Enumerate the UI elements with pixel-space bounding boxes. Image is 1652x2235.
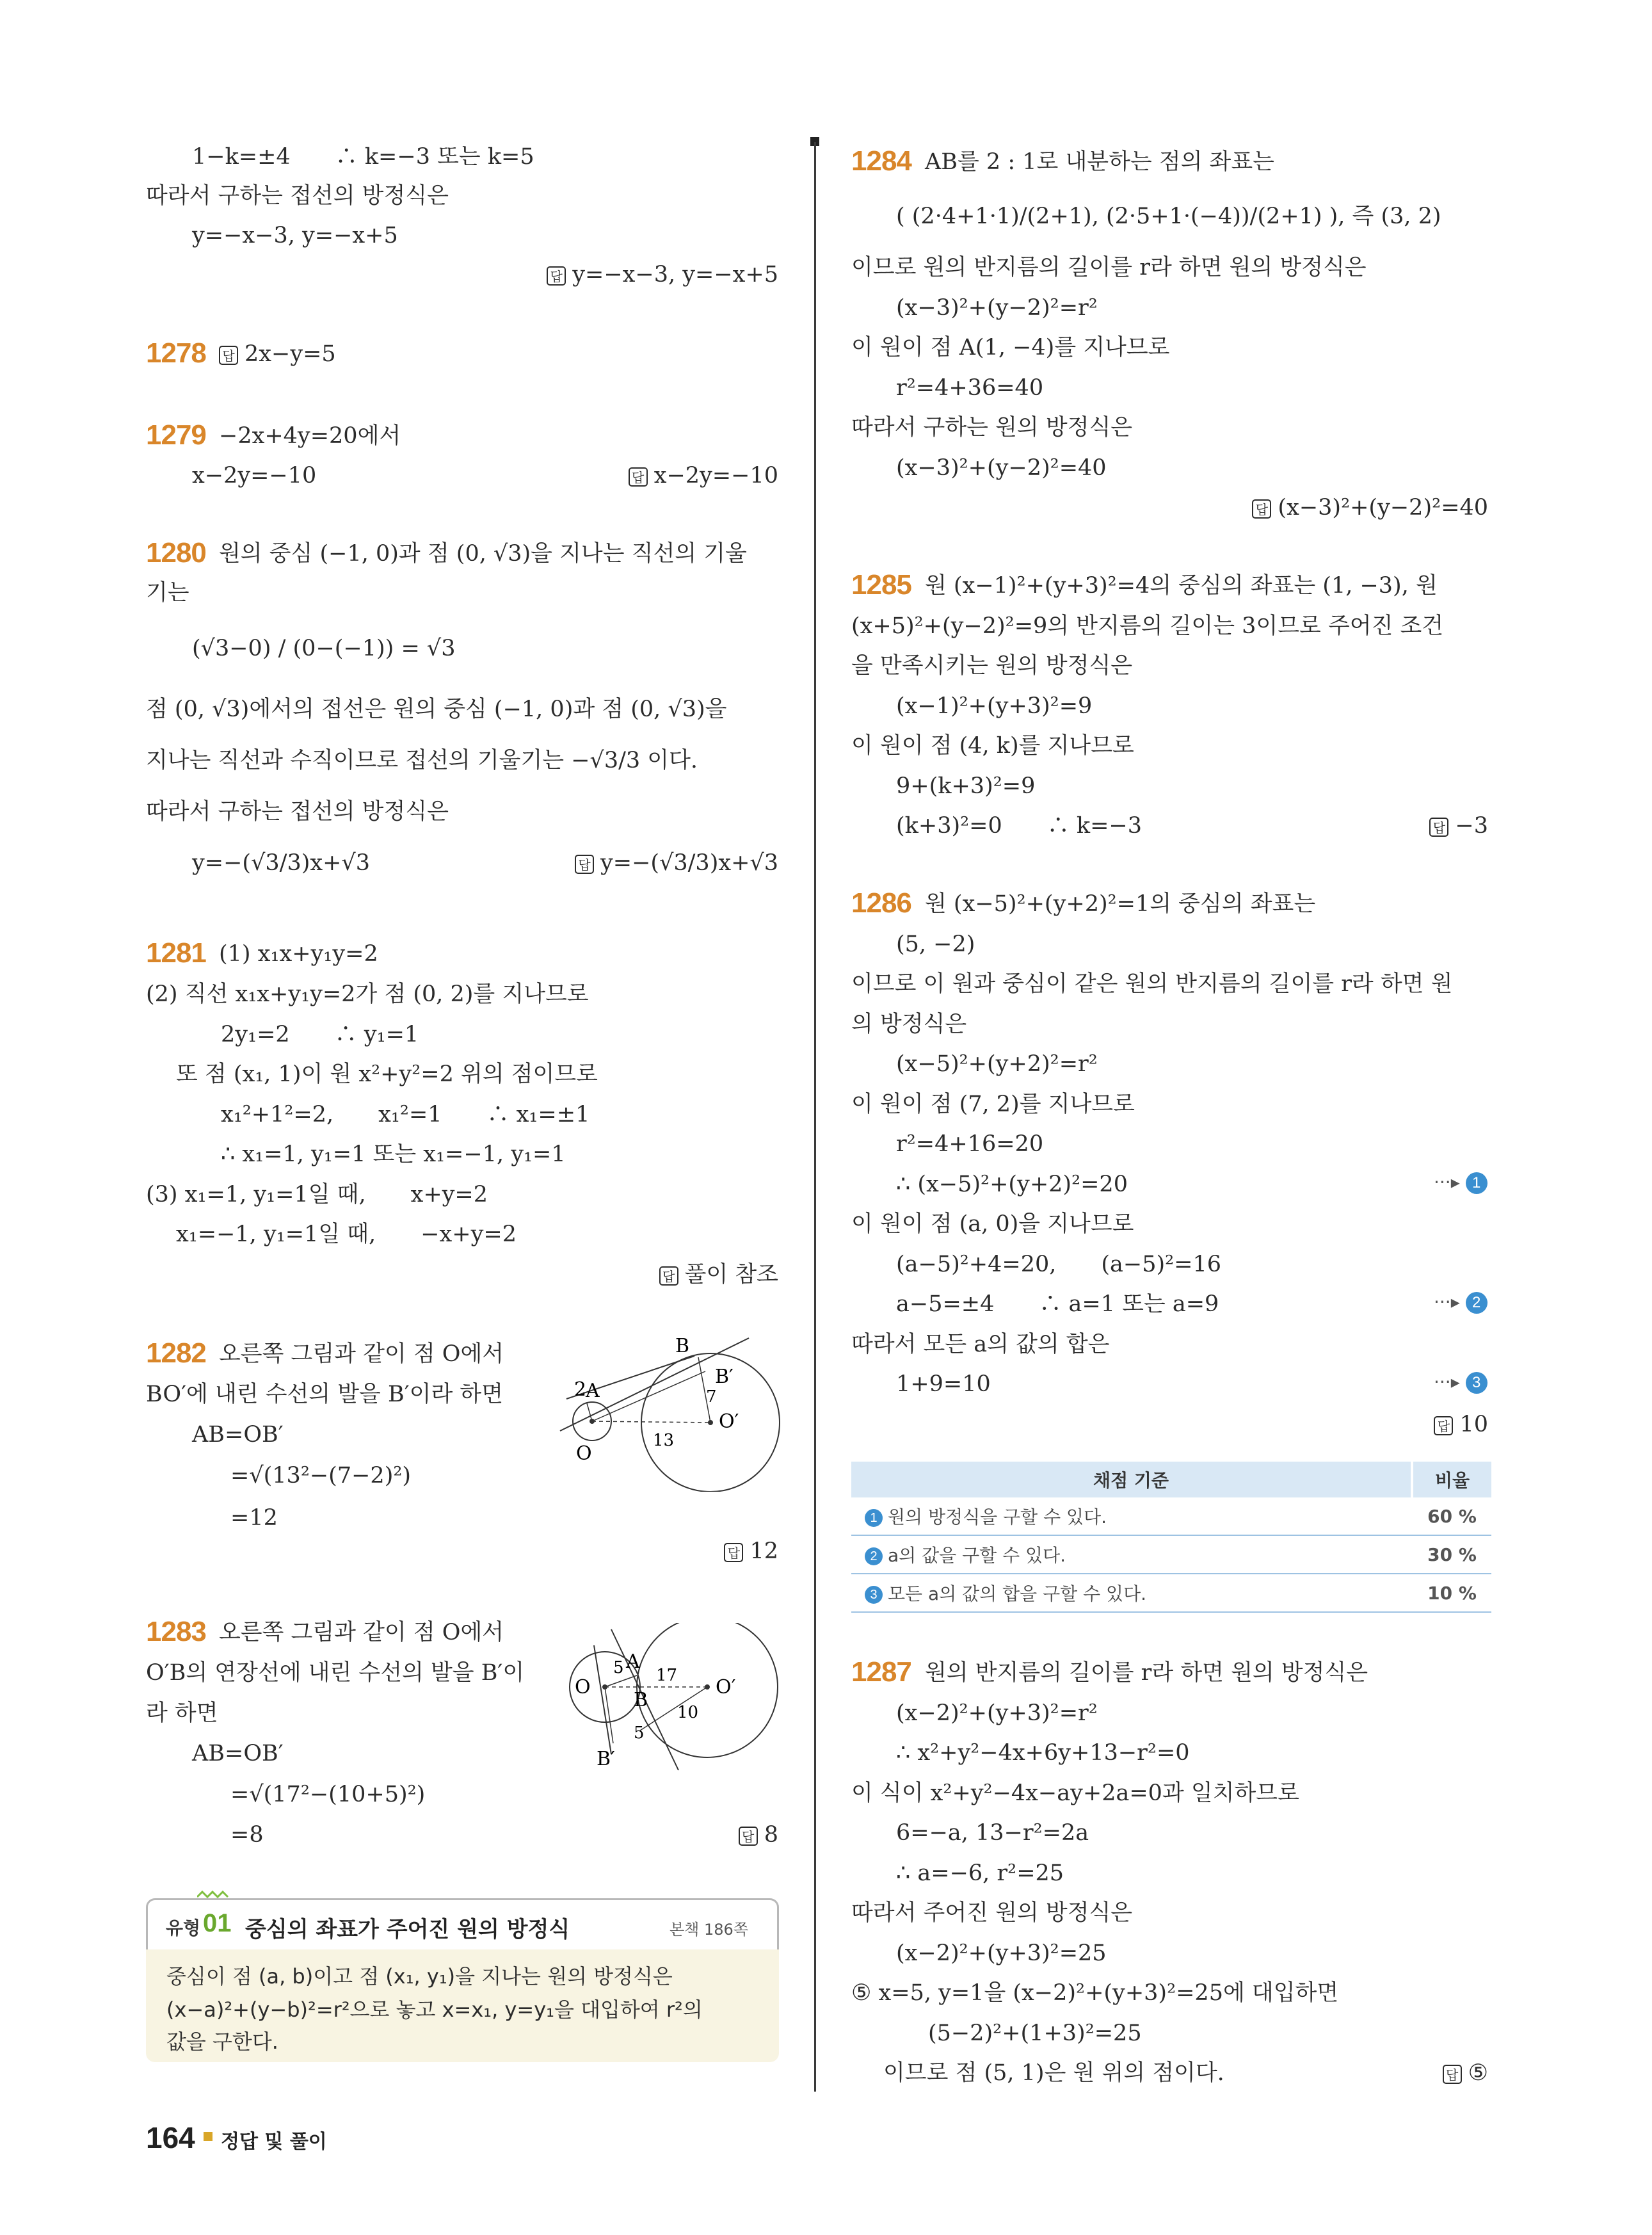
answer-mark-icon: 답 (219, 346, 238, 365)
step-circle: 3 (1466, 1372, 1488, 1394)
text-line: 이므로 원의 반지름의 길이를 r라 하면 원의 방정식은 (851, 255, 1367, 280)
table-row (851, 1535, 1491, 1574)
text-line: x−2y=−10 (192, 463, 317, 488)
label-7: 7 (706, 1387, 717, 1407)
answer-mark-icon: 답 (659, 1266, 678, 1286)
text-line: (x−5)²+(y+2)²=r² (896, 1051, 1098, 1077)
table-cell: 3 모든 a의 값의 합을 구할 수 있다. (851, 1574, 1412, 1612)
step-marker: ···▸ 3 (1434, 1371, 1488, 1394)
text-line: 따라서 구하는 원의 방정식은 (851, 415, 1133, 440)
text-line: 이므로 이 원과 중심이 같은 원의 반지름의 길이를 r라 하면 원 (851, 971, 1453, 997)
text-line: 점 (0, √3)에서의 접선은 원의 중심 (−1, 0)과 점 (0, √3)을 (146, 697, 727, 722)
text-line: AB=OB′ (192, 1741, 284, 1766)
text-line: (k+3)²=0 ∴ k=−3 (896, 813, 1142, 839)
answer: 답 −3 (1429, 811, 1488, 841)
text-line: 이 원이 점 (a, 0)을 지나므로 (851, 1211, 1134, 1237)
type-box (146, 1898, 776, 2090)
text-line: ∴ a=−6, r²=25 (896, 1860, 1064, 1886)
answer: 답 12 (724, 1537, 778, 1566)
text-line: 2y₁=2 ∴ y₁=1 (221, 1022, 419, 1047)
footer-square-icon (204, 2132, 213, 2141)
text-line: ⑤ x=5, y=1을 (x−2)²+(y+3)²=25에 대입하면 (851, 1980, 1339, 2006)
table-header-row (851, 1462, 1491, 1497)
problem-number: 1287 (851, 1656, 911, 1688)
type-body-line: 값을 구한다. (166, 2029, 278, 2054)
text-line: 1−k=±4 ∴ k=−3 또는 k=5 (192, 144, 534, 170)
footer-label: 정답 및 풀이 (221, 2131, 327, 2153)
answer: 답 8 (739, 1820, 778, 1850)
text-line: ∴ (x−5)²+(y+2)²=20 (896, 1172, 1128, 1197)
figure-two-circles-1283 (563, 1623, 781, 1783)
answer: 답 y=−x−3, y=−x+5 (547, 260, 778, 289)
text-line: 원의 중심 (−1, 0)과 점 (0, √3)을 지나는 직선의 기울 (219, 541, 747, 567)
text-line: (5, −2) (896, 932, 975, 957)
problem-number: 1281 (146, 937, 206, 969)
text-line: =√(13²−(7−2)²) (230, 1463, 412, 1489)
label-Oprime: O′ (716, 1676, 736, 1698)
step-marker: ···▸ 1 (1434, 1172, 1488, 1194)
label-13: 13 (653, 1431, 675, 1450)
step-circle: 2 (865, 1547, 883, 1565)
page-number: 164 (146, 2121, 195, 2154)
type-box-body (146, 1949, 779, 2062)
table-cell: 1 원의 방정식을 구할 수 있다. (851, 1497, 1412, 1535)
answer-mark-icon: 답 (629, 467, 648, 487)
step-circle: 1 (865, 1509, 883, 1527)
text-line: 이 원이 점 (4, k)를 지나므로 (851, 733, 1134, 759)
text-line: 또 점 (x₁, 1)이 원 x²+y²=2 위의 점이므로 (176, 1061, 598, 1087)
text-line: (1) x₁x+y₁y=2 (219, 941, 378, 967)
text-line: 지나는 직선과 수직이므로 접선의 기울기는 −√3/3 이다. (146, 748, 698, 773)
table-header: 채점 기준 (851, 1462, 1412, 1497)
label-B: B (634, 1689, 648, 1711)
step-circle: 1 (1466, 1172, 1488, 1194)
figure-two-circles-1282 (547, 1332, 781, 1492)
text-line: 따라서 모든 a의 값의 합은 (851, 1332, 1110, 1357)
text-line: 1+9=10 (896, 1371, 991, 1397)
answer: 답 x−2y=−10 (629, 461, 778, 490)
answer-mark-icon: 답 (1429, 818, 1448, 837)
text-line: O′B의 연장선에 내린 수선의 발을 B′이 (146, 1660, 525, 1686)
text-line: (x−3)²+(y−2)²=r² (896, 295, 1098, 321)
text-line: 따라서 주어진 원의 방정식은 (851, 1900, 1133, 1926)
text-line: 오른쪽 그림과 같이 점 O에서 (219, 1341, 504, 1367)
problem-number: 1278 (146, 337, 206, 369)
problem-number: 1283 (146, 1616, 206, 1647)
text-line: (x−3)²+(y−2)²=40 (896, 455, 1107, 481)
text-line: 원 (x−1)²+(y+3)²=4의 중심의 좌표는 (1, −3), 원 (925, 573, 1438, 599)
text-line: x₁=−1, y₁=1일 때, −x+y=2 (176, 1222, 517, 1247)
answer-mark-icon: 답 (1252, 499, 1271, 519)
text-line: 이 원이 점 A(1, −4)를 지나므로 (851, 335, 1170, 360)
text-line: (2) 직선 x₁x+y₁y=2가 점 (0, 2)를 지나므로 (146, 981, 589, 1007)
text-line: =12 (230, 1505, 278, 1531)
label-17: 17 (656, 1666, 678, 1685)
text-line: y=−x−3, y=−x+5 (192, 223, 398, 248)
text-line: (3) x₁=1, y₁=1일 때, x+y=2 (146, 1182, 488, 1207)
type-body-line: (x−a)²+(y−b)²=r²으로 놓고 x=x₁, y=y₁을 대입하여 r²의 (166, 1997, 703, 2022)
scoring-table (851, 1462, 1491, 1613)
text-line: 오른쪽 그림과 같이 점 O에서 (219, 1620, 504, 1645)
text-line: =8 (230, 1822, 264, 1848)
problem-number: 1285 (851, 569, 911, 601)
step-circle: 3 (865, 1586, 883, 1604)
text-line: a−5=±4 ∴ a=1 또는 a=9 (896, 1291, 1219, 1317)
answer-mark-icon: 답 (575, 855, 594, 874)
text-line: 라 하면 (146, 1700, 218, 1726)
label-O: O (576, 1442, 592, 1465)
answer: 답 풀이 참조 (659, 1260, 778, 1289)
problem-number: 1286 (851, 887, 911, 919)
type-prefix: 유형 (166, 1917, 201, 1939)
answer: 답 (x−3)²+(y−2)²=40 (1252, 493, 1488, 522)
text-line: 이므로 점 (5, 1)은 원 위의 점이다. (883, 2060, 1224, 2086)
fraction-line: ( (2·4+1·1)/(2+1), (2·5+1·(−4))/(2+1) ), 즉 (3, 2) (896, 204, 1441, 229)
text-line: r²=4+16=20 (896, 1131, 1044, 1157)
text-line: −2x+4y=20에서 (219, 423, 401, 449)
text-line: (5−2)²+(1+3)²=25 (928, 2021, 1142, 2046)
problem-number: 1280 (146, 537, 206, 569)
label-O: O (575, 1676, 591, 1698)
problem-number: 1279 (146, 419, 206, 451)
table-header: 비율 (1412, 1462, 1491, 1497)
label-Bprime: B′ (597, 1748, 615, 1770)
answer-mark-icon: 답 (724, 1543, 743, 1562)
problem-number: 1282 (146, 1337, 206, 1369)
label-A: A (586, 1380, 600, 1402)
text-line: (x−1)²+(y+3)²=9 (896, 693, 1093, 719)
table-cell: 30 % (1412, 1535, 1491, 1574)
column-divider (814, 142, 816, 2092)
text-line: y=−(√3/3)x+√3 (192, 850, 371, 876)
text-line: 원의 반지름의 길이를 r라 하면 원의 방정식은 (925, 1660, 1368, 1686)
table-cell: 60 % (1412, 1497, 1491, 1535)
label-5-bottom: 5 (634, 1723, 645, 1743)
text-line: 이 원이 점 (7, 2)를 지나므로 (851, 1092, 1135, 1117)
type-title: 중심의 좌표가 주어진 원의 방정식 (245, 1917, 570, 1942)
label-10: 10 (677, 1703, 699, 1722)
problem-number: 1284 (851, 145, 911, 177)
text-line: (x−2)²+(y+3)²=r² (896, 1700, 1098, 1726)
type-body-line: 중심이 점 (a, b)이고 점 (x₁, y₁)을 지나는 원의 방정식은 (166, 1964, 673, 1989)
label-Bprime: B′ (715, 1366, 734, 1388)
table-row (851, 1574, 1491, 1612)
text-line: AB=OB′ (192, 1422, 284, 1448)
text-line: 따라서 구하는 접선의 방정식은 (146, 799, 449, 825)
step-circle: 2 (1466, 1292, 1488, 1314)
answer-mark-icon: 답 (1443, 2065, 1462, 2084)
text-line: =√(17²−(10+5)²) (230, 1782, 426, 1807)
text-line: 9+(k+3)²=9 (896, 773, 1036, 799)
answer-mark-icon: 답 (1434, 1416, 1453, 1435)
table-row (851, 1497, 1491, 1535)
label-5-top: 5 (613, 1658, 624, 1677)
label-Oprime: O′ (719, 1410, 739, 1433)
type-box-header (146, 1898, 779, 1950)
type-number: 01 (203, 1909, 232, 1937)
answer-mark-icon: 답 (739, 1827, 758, 1846)
text-line: 따라서 구하는 접선의 방정식은 (146, 183, 449, 209)
type-page-ref: 본책 186쪽 (670, 1921, 748, 1939)
text-line: (x−2)²+(y+3)²=25 (896, 1940, 1107, 1966)
answer: 답 ⑤ (1443, 2058, 1488, 2088)
table-cell: 2 a의 값을 구할 수 있다. (851, 1535, 1412, 1574)
text-line: (x+5)²+(y−2)²=9의 반지름의 길이는 3이므로 주어진 조건 (851, 613, 1444, 639)
label-A: A (626, 1650, 640, 1673)
text-line: (a−5)²+4=20, (a−5)²=16 (896, 1252, 1222, 1277)
answer: 답 y=−(√3/3)x+√3 (575, 848, 778, 878)
text-line: x₁²+1²=2, x₁²=1 ∴ x₁=±1 (221, 1102, 590, 1127)
text-line: 의 방정식은 (851, 1012, 967, 1037)
answer: 답 2x−y=5 (219, 339, 336, 369)
text-line: 이 식이 x²+y²−4x−ay+2a=0과 일치하므로 (851, 1780, 1299, 1806)
label-B: B (675, 1335, 690, 1357)
step-marker: ···▸ 2 (1434, 1291, 1488, 1314)
text-line: ∴ x²+y²−4x+6y+13−r²=0 (896, 1740, 1190, 1766)
answer: 답 10 (1434, 1410, 1488, 1439)
label-2: 2 (574, 1378, 587, 1401)
text-line: 기는 (146, 580, 189, 606)
text-line: 6=−a, 13−r²=2a (896, 1820, 1089, 1846)
text-line: 원 (x−5)²+(y+2)²=1의 중심의 좌표는 (925, 891, 1316, 917)
text-line: BO′에 내린 수선의 발을 B′이라 하면 (146, 1382, 504, 1407)
answer-mark-icon: 답 (547, 266, 566, 286)
text-line: 을 만족시키는 원의 방정식은 (851, 653, 1133, 679)
text-line: r²=4+36=40 (896, 375, 1044, 401)
text-line: AB를 2 : 1로 내분하는 점의 좌표는 (925, 149, 1274, 175)
fraction-line: (√3−0) / (0−(−1)) = √3 (192, 636, 456, 661)
table-cell: 10 % (1412, 1574, 1491, 1612)
text-line: ∴ x₁=1, y₁=1 또는 x₁=−1, y₁=1 (221, 1142, 566, 1167)
